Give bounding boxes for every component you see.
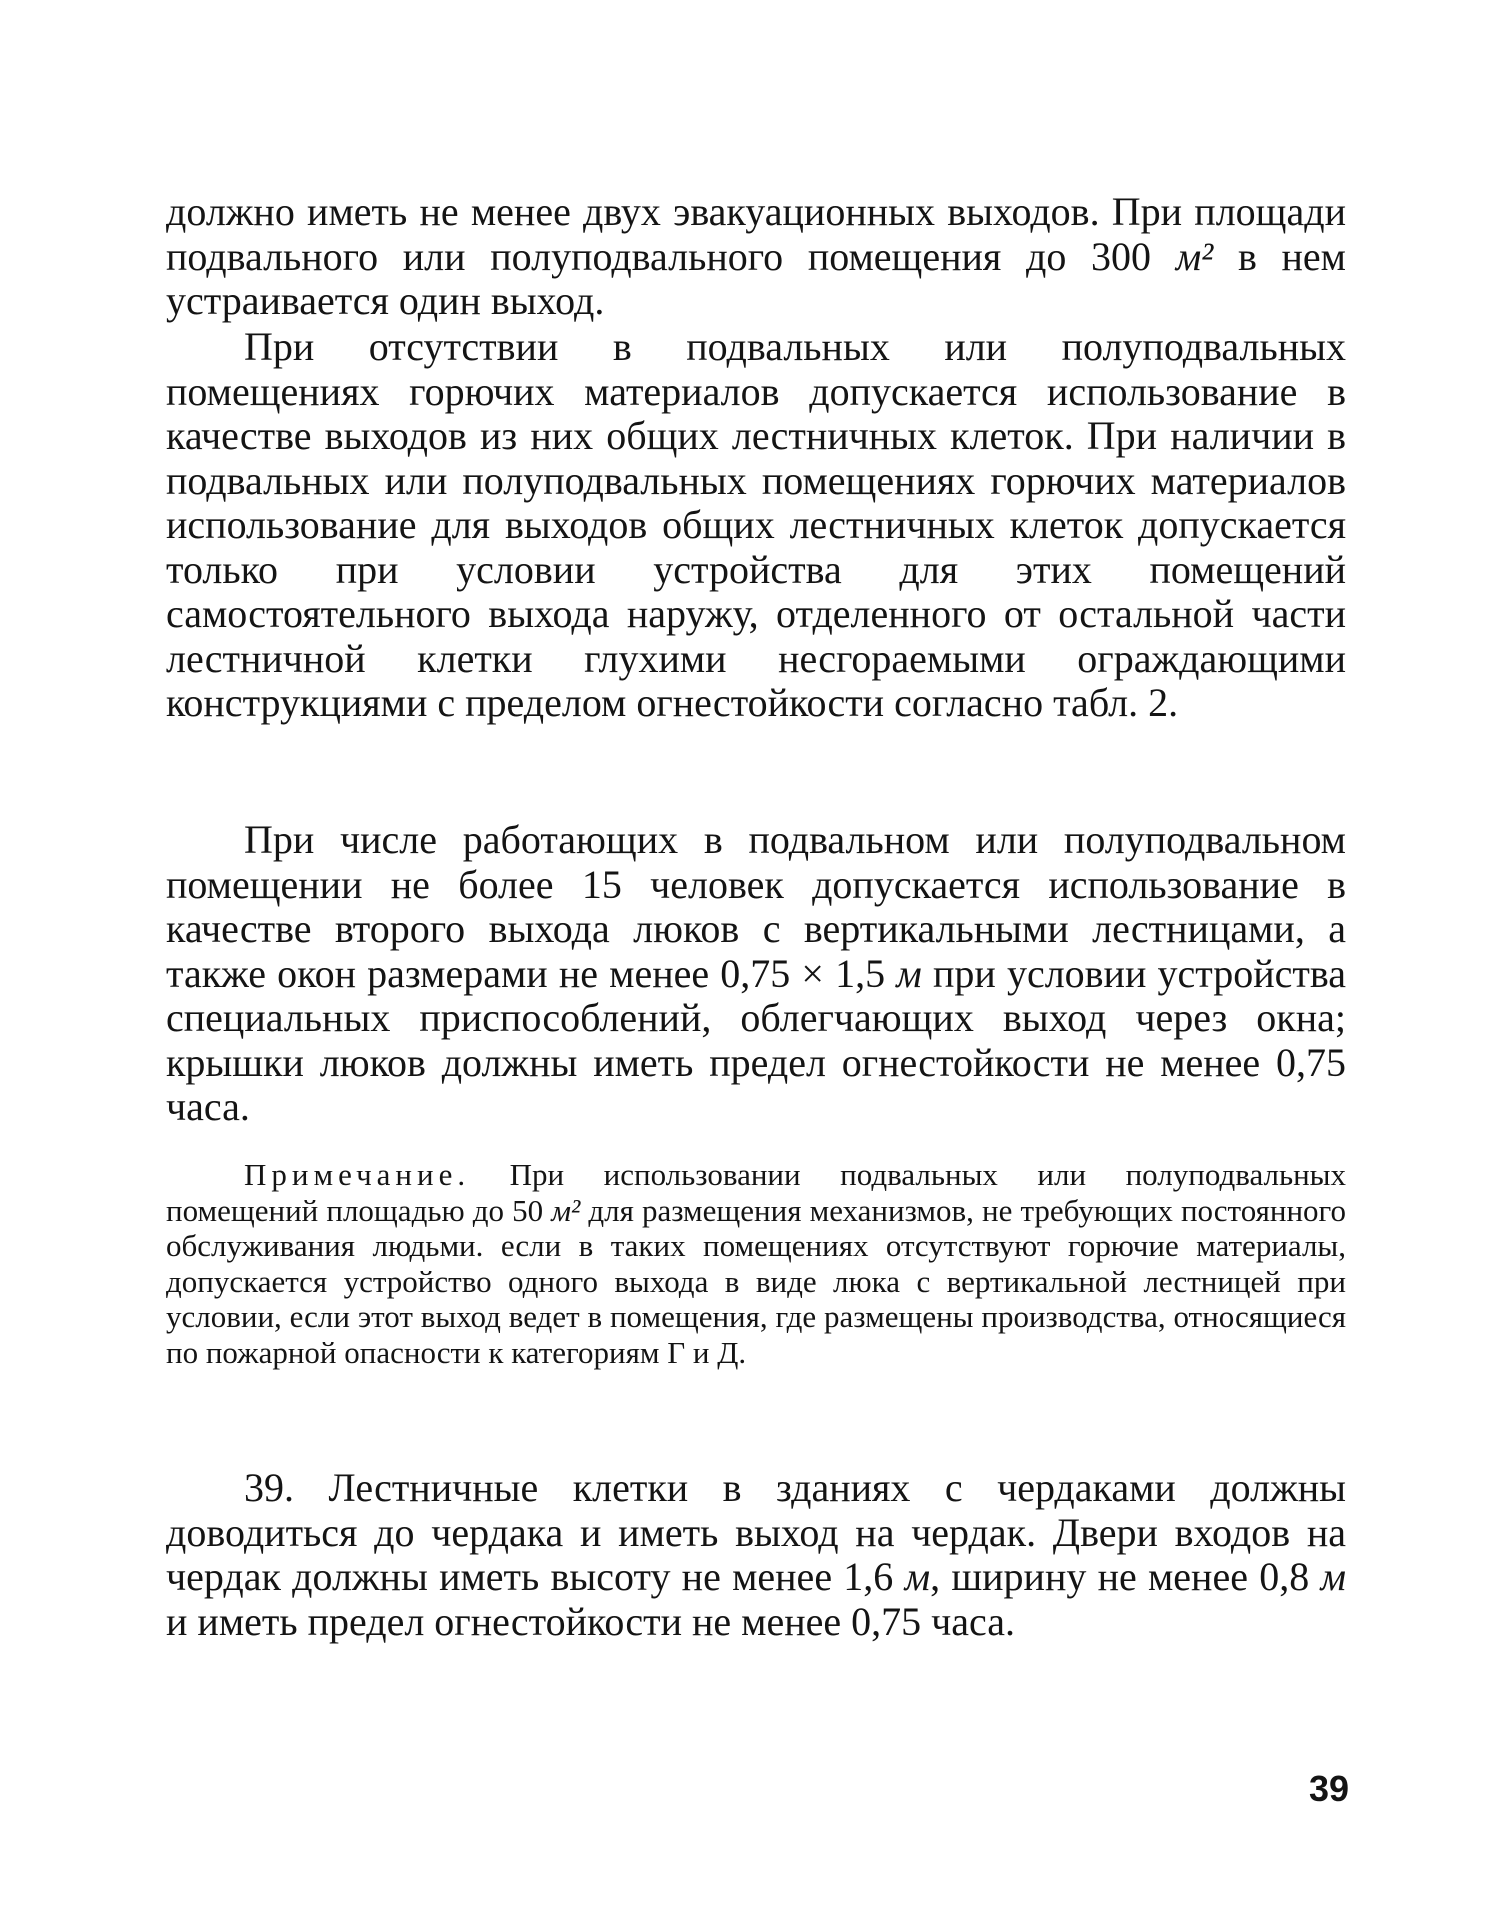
section-number: 39. [244, 1465, 294, 1510]
section-text: , ширину не менее 0,8 [930, 1554, 1321, 1599]
paragraph-text: При отсутствии в подвальных или полуподвальных помещениях горючих материалов допускается использование в качестве выходов из них общих лестничных клеток. При наличии в подвальных или полуподвальных помещениях горючих материалов использование для выходов общих лестничных клеток допускается только при условии устройства для этих помещений самостоятельного выхода наружу, отделенного от остальной части лестничной клетки глухими несгораемыми ограждающими конструкциями с пределом огнестойкости согласно табл. 2. [166, 324, 1346, 725]
paragraph-second-exit [166, 818, 1346, 1130]
note-text: для размещения механизмов, не требующих постоянного обслуживания людьми. если в таких помещениях отсутствуют горючие материалы, допускается устройство одного выхода в виде люка с вертикальной лестницей при условии, если этот выход ведет в помещения, где размещены производства, относящиеся по пожарной опасности к категориям Г и Д. [166, 1192, 1346, 1370]
paragraph-text: При числе работающих в подвальном или полуподвальном помещении не более 15 человек допускается использование в качестве второго выхода люков с вертикальными лестницами, а также окон размерами не менее 0,75 × 1,5 [166, 817, 1346, 996]
unit-meter: м [1320, 1554, 1346, 1599]
note-label: Примечание. [244, 1157, 471, 1192]
section-39 [166, 1466, 1346, 1644]
paragraph-basement-exits [166, 325, 1346, 726]
note-text: При использовании подвальных или полуподвальных помещений площадью до 50 [166, 1157, 1346, 1228]
page-number: 39 [1308, 1768, 1349, 1809]
section-text: Лестничные клетки в зданиях с чердаками должны доводиться до чердака и иметь выход на чердак. Двери входов на чердак должны иметь высоту не менее 1,6 [166, 1465, 1346, 1599]
paragraph-continued [166, 190, 1346, 324]
note-block [166, 1157, 1346, 1370]
unit-square-meter: м² [1175, 233, 1214, 279]
paragraph-text: должно иметь не менее двух эвакуационных выходов. При площади подвального или полуподвального помещения до 300 [166, 189, 1346, 279]
unit-square-meter: м² [551, 1192, 581, 1228]
paragraph-text: при условии устройства специальных приспособлений, облегчающих выход через окна; крышки люков должны иметь предел огнестойкости не менее 0,75 часа. [166, 950, 1346, 1129]
unit-meter: м [896, 950, 922, 996]
section-text: и иметь предел огнестойкости не менее 0,75 часа. [166, 1598, 1016, 1644]
unit-meter: м [904, 1554, 931, 1599]
paragraph-text: в нем устраивается один выход. [166, 233, 1346, 323]
